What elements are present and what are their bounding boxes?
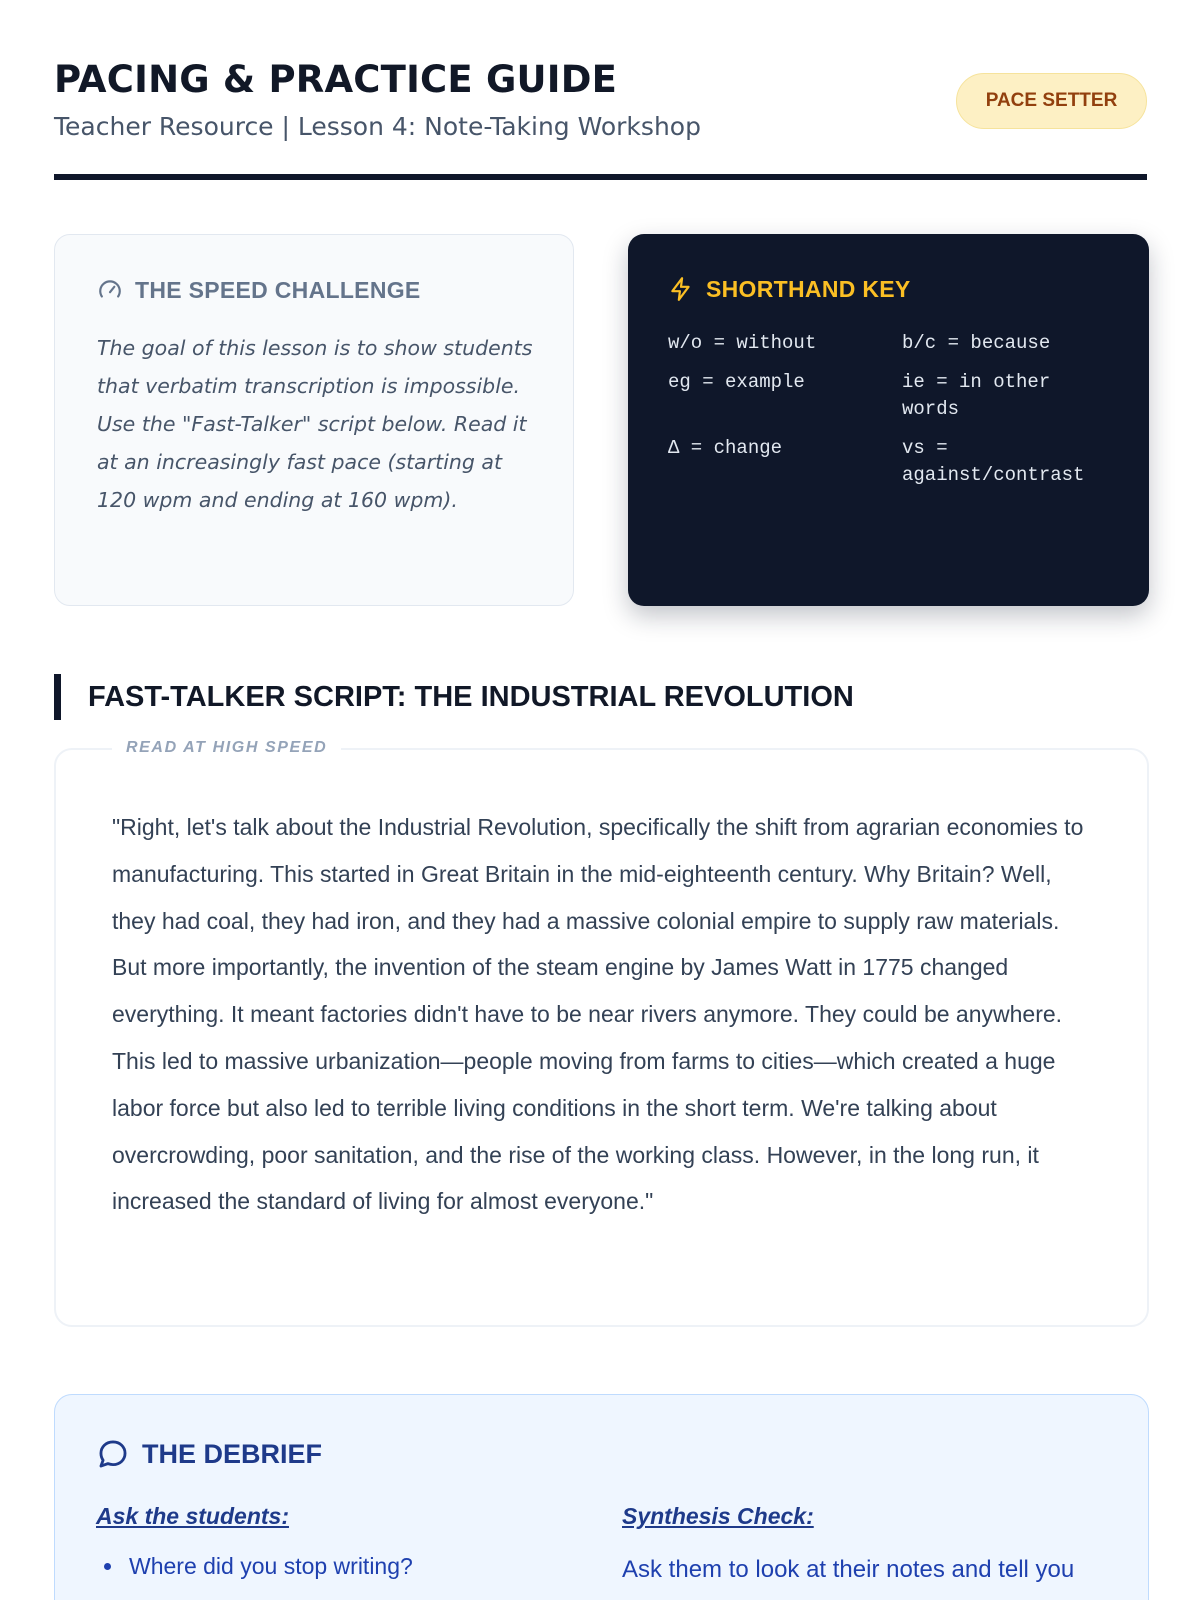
shorthand-entry: b/c = because [902,332,1051,354]
script-text: "Right, let's talk about the Industrial Revolution, specifically the shift from agrarian economies to manufacturing. This started in Great Britain in the mid-eighteenth century. Why Britain? Well, they had coal, they had iron, and they had a massive colonial empire to supply raw materials. But more importantly, the invention of the steam engine by James Watt in 1775 changed everything. It meant factories didn't have to be near rivers anymore. They could be anywhere. This led to massive urbanization—people moving from farms to cities—which created a huge labor force but also led to terrible living conditions in the short term. We're talking about overcrowding, poor sanitation, and the rise of the working class. However, in the long run, it increased the standard of living for almost everyone." [112,814,1084,1215]
script-box [54,739,1149,1327]
page-header [54,58,1147,144]
shorthand-entry: Δ = change [668,437,783,459]
question-list [96,1551,622,1581]
ask-students-column [96,1501,622,1587]
lightning-icon [668,276,694,302]
speed-challenge-card [54,234,574,606]
header-divider [54,174,1147,180]
speed-challenge-body: The goal of this lesson is to show students that verbatim transcription is impossible. Use the "Fast-Talker" script below. Read it at an increasingly fast pace (starting at 120 wpm and ending at 160 wpm). [97,336,533,512]
debrief-card [54,1394,1149,1600]
gauge-icon [97,277,123,303]
bullet-icon [104,1563,111,1570]
question-item [96,1551,622,1581]
synthesis-column [622,1501,1108,1587]
debrief-columns [96,1501,1108,1587]
synthesis-heading: Synthesis Check: [622,1503,814,1529]
shorthand-key-header [668,274,1109,304]
debrief-header [96,1437,1108,1471]
script-section-title: FAST-TALKER SCRIPT: THE INDUSTRIAL REVOLUTION [54,674,854,720]
chat-bubble-icon [96,1437,130,1471]
question-text: Where did you stop writing? [129,1553,413,1579]
speed-challenge-header [97,275,533,305]
speed-challenge-heading: THE SPEED CHALLENGE [135,276,421,303]
page-title: PACING & PRACTICE GUIDE [54,58,618,101]
synthesis-text: Ask them to look at their notes and tell you [622,1556,1075,1583]
shorthand-entry: ie = in other words [902,371,1051,420]
debrief-heading: THE DEBRIEF [142,1438,323,1469]
shorthand-entry: eg = example [668,371,805,393]
shorthand-entry: vs = against/contrast [902,437,1085,486]
shorthand-key-card [628,234,1149,606]
shorthand-key-heading: SHORTHAND KEY [706,275,911,302]
pace-setter-badge: PACE SETTER [956,73,1147,129]
shorthand-entry: w/o = without [668,332,817,354]
ask-students-heading: Ask the students: [96,1503,289,1529]
script-legend: READ AT HIGH SPEED [112,738,341,758]
shorthand-key-list [668,330,1109,489]
page-subtitle: Teacher Resource | Lesson 4: Note-Taking Workshop [54,112,701,141]
